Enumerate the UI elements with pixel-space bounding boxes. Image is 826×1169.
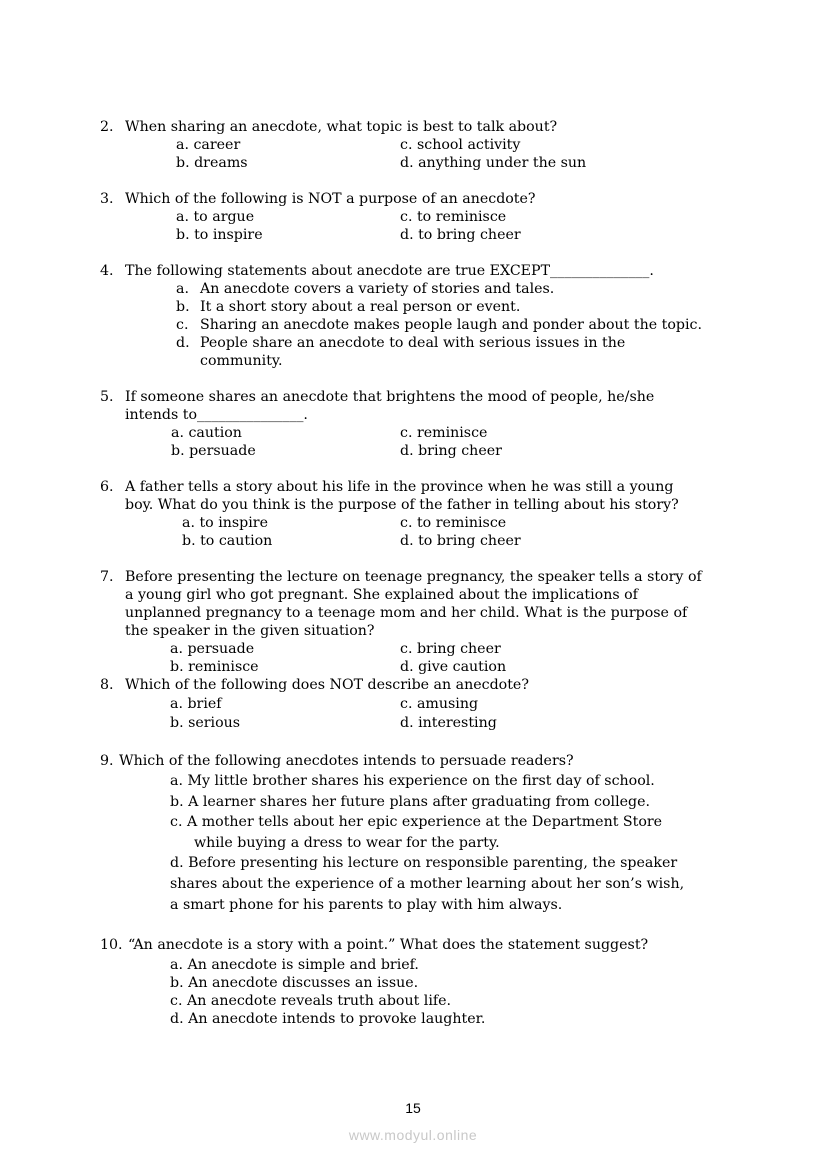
option-text: An anecdote covers a variety of stories and tales. <box>200 281 555 297</box>
page-number: 15 <box>405 1100 421 1116</box>
choice-b: b. to caution <box>182 533 273 549</box>
choice-b: b. persuade <box>171 443 256 459</box>
question-stem: unplanned pregnancy to a teenage mom and her child. What is the purpose of <box>125 605 688 621</box>
choice-c: c. to reminisce <box>400 515 507 531</box>
option-text: d. Before presenting his lecture on responsible parenting, the speaker <box>170 855 678 871</box>
option-text: a smart phone for his parents to play with him always. <box>170 897 563 913</box>
choice-c: c. bring cheer <box>400 641 501 657</box>
option-letter: c. <box>176 317 189 333</box>
choice-b: b. reminisce <box>170 659 259 675</box>
choice-d: d. interesting <box>400 715 497 731</box>
question-number: 9. <box>100 753 114 769</box>
choice-d: d. to bring cheer <box>400 227 521 243</box>
option-text: Sharing an anecdote makes people laugh and ponder about the topic. <box>200 317 702 333</box>
question-number: 7. <box>100 569 114 585</box>
question-stem: When sharing an anecdote, what topic is best to talk about? <box>125 119 558 135</box>
question-number: 3. <box>100 191 114 207</box>
question-number: 5. <box>100 389 114 405</box>
question-stem: the speaker in the given situation? <box>125 623 375 639</box>
question-stem: Which of the following anecdotes intends to persuade readers? <box>119 753 574 769</box>
choice-a: a. to argue <box>176 209 255 225</box>
option-text: while buying a dress to wear for the party. <box>194 835 500 851</box>
choice-b: b. serious <box>170 715 241 731</box>
question-stem: a young girl who got pregnant. She explained about the implications of <box>125 587 638 603</box>
question-number: 10. <box>100 937 123 953</box>
option-text: c. A mother tells about her epic experience at the Department Store <box>170 814 663 830</box>
choice-d: d. bring cheer <box>400 443 502 459</box>
choice-d: d. to bring cheer <box>400 533 521 549</box>
option-text: It a short story about a real person or event. <box>200 299 521 315</box>
option-text: community. <box>200 353 283 369</box>
choice-a: a. to inspire <box>182 515 268 531</box>
option-letter: b. <box>176 299 190 315</box>
choice-c: c. reminisce <box>400 425 488 441</box>
question-stem: Before presenting the lecture on teenage pregnancy, the speaker tells a story of <box>125 569 702 585</box>
option-letter: a. <box>176 281 189 297</box>
choice-c: c. amusing <box>400 696 479 712</box>
choice-b: b. dreams <box>176 155 248 171</box>
choice-b: b. to inspire <box>176 227 263 243</box>
option-text: a. An anecdote is simple and brief. <box>170 957 419 973</box>
question-stem: Which of the following is NOT a purpose of an anecdote? <box>125 191 536 207</box>
question-stem: intends to_______________. <box>125 407 308 423</box>
choice-a: a. caution <box>171 425 242 441</box>
watermark: www.modyul.online <box>348 1127 478 1143</box>
question-number: 4. <box>100 263 114 279</box>
question-stem: A father tells a story about his life in the province when he was still a young <box>125 479 674 495</box>
choice-a: a. brief <box>170 696 222 712</box>
question-stem: Which of the following does NOT describe an anecdote? <box>125 677 529 693</box>
option-text: c. An anecdote reveals truth about life. <box>170 993 452 1009</box>
option-text: a. My little brother shares his experience on the first day of school. <box>170 773 655 789</box>
question-stem: “An anecdote is a story with a point.” What does the statement suggest? <box>128 937 649 953</box>
choice-c: c. to reminisce <box>400 209 507 225</box>
choice-d: d. give caution <box>400 659 507 675</box>
option-text: People share an anecdote to deal with serious issues in the <box>200 335 626 351</box>
question-stem: boy. What do you think is the purpose of the father in telling about his story? <box>125 497 679 513</box>
question-number: 2. <box>100 119 114 135</box>
choice-a: a. persuade <box>170 641 255 657</box>
choice-c: c. school activity <box>400 137 521 153</box>
choice-a: a. career <box>176 137 241 153</box>
choice-d: d. anything under the sun <box>400 155 587 171</box>
option-letter: d. <box>176 335 190 351</box>
question-number: 6. <box>100 479 114 495</box>
option-text: d. An anecdote intends to provoke laughter. <box>170 1011 486 1027</box>
option-text: shares about the experience of a mother learning about her son’s wish, <box>170 876 685 892</box>
option-text: b. A learner shares her future plans after graduating from college. <box>170 794 650 810</box>
question-stem: The following statements about anecdote are true EXCEPT______________. <box>125 263 654 279</box>
option-text: b. An anecdote discusses an issue. <box>170 975 419 991</box>
question-stem: If someone shares an anecdote that brightens the mood of people, he/she <box>125 389 655 405</box>
question-number: 8. <box>100 677 114 693</box>
